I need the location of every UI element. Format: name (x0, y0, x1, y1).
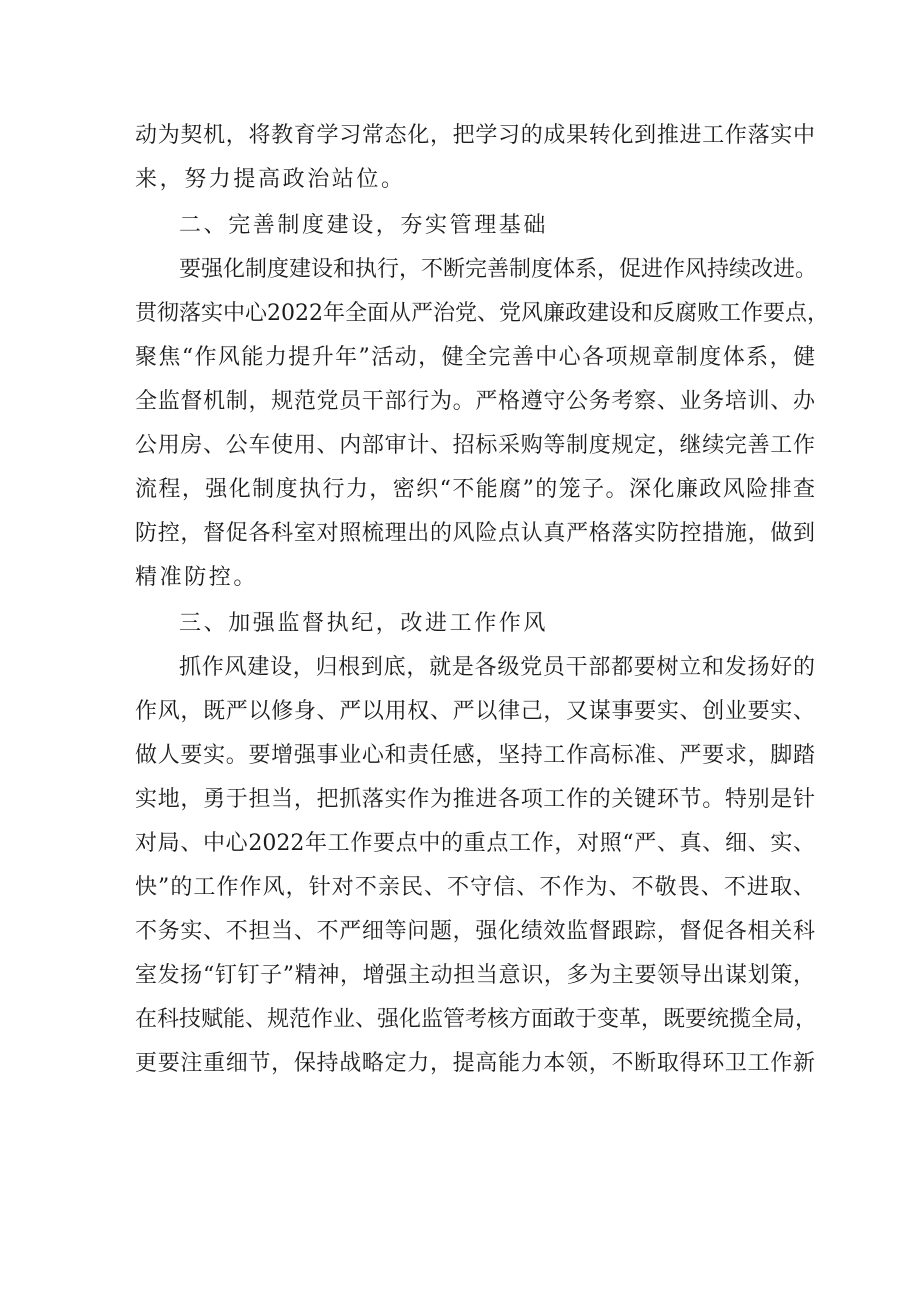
paragraph-line: 来，努力提高政治站位。 (135, 167, 406, 192)
paragraph-line: 抓作风建设，归根到底，就是各级党员干部都要树立和发扬好的 (179, 655, 815, 680)
paragraph-line: 要强化制度建设和执行，不断完善制度体系，促进作风持续改进。 (179, 257, 818, 282)
paragraph-line: 公用房、公车使用、内部审计、招标采购等制度规定，继续完善工作 (135, 433, 815, 458)
paragraph-line: 动为契机，将教育学习常态化，把学习的成果转化到推进工作落实中 (135, 123, 815, 148)
paragraph-line: 全监督机制，规范党员干部行为。严格遵守公务考察、业务培训、办 (135, 389, 815, 414)
paragraph-line: 聚焦“作风能力提升年”活动，健全完善中心各项规章制度体系，健 (135, 345, 815, 370)
paragraph-line: 流程，强化制度执行力，密织“不能腐”的笼子。深化廉政风险排查 (135, 477, 815, 502)
paragraph-line: 在科技赋能、规范作业、强化监管考核方面敢于变革，既要统揽全局， (135, 1007, 818, 1032)
paragraph-line: 防控，督促各科室对照梳理出的风险点认真严格落实防控措施，做到 (135, 521, 815, 546)
paragraph-line: 室发扬“钉钉子”精神，增强主动担当意识，多为主要领导出谋划策， (135, 963, 815, 988)
paragraph-line: 实地，勇于担当，把抓落实作为推进各项工作的关键环节。特别是针 (135, 787, 815, 812)
section-heading-3: 三、加强监督执纪，改进工作作风 (179, 611, 549, 636)
paragraph-line: 快”的工作作风，针对不亲民、不守信、不作为、不敬畏、不进取、 (135, 875, 815, 900)
paragraph-line: 作风，既严以修身、严以用权、严以律己，又谋事要实、创业要实、 (135, 699, 815, 724)
paragraph-line: 精准防控。 (135, 565, 259, 590)
paragraph-line: 更要注重细节，保持战略定力，提高能力本领，不断取得环卫工作新 (135, 1051, 815, 1076)
section-heading-2: 二、完善制度建设，夯实管理基础 (179, 213, 549, 238)
paragraph-line: 不务实、不担当、不严细等问题，强化绩效监督跟踪，督促各相关科 (135, 919, 815, 944)
paragraph-line: 贯彻落实中心2022年全面从严治党、党风廉政建设和反腐败工作要点， (135, 301, 829, 326)
paragraph-line: 对局、中心2022年工作要点中的重点工作，对照“严、真、细、实、 (135, 831, 815, 856)
paragraph-line: 做人要实。要增强事业心和责任感，坚持工作高标准、严要求，脚踏 (135, 743, 815, 768)
